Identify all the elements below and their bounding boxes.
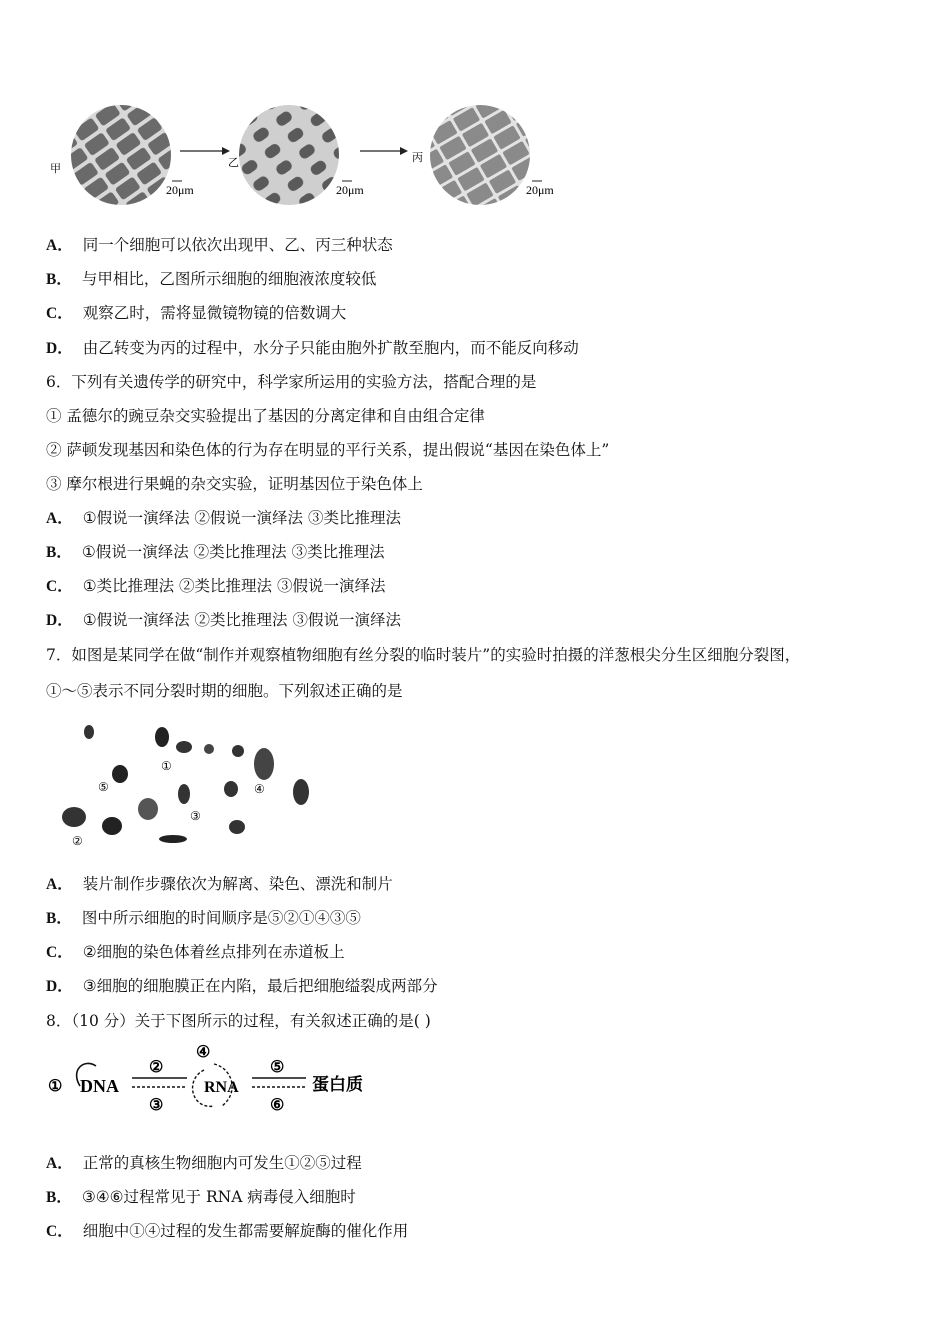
cell-blob <box>232 745 244 757</box>
q7-option-a <box>46 873 393 896</box>
q8-stem: 8．（10 分）关于下图所示的过程，有关叙述正确的是( ) <box>46 1012 431 1030</box>
micrograph-yi <box>239 105 339 205</box>
option-text: 装片制作步骤依次为解离、染色、漂洗和制片 <box>82 875 393 893</box>
cell-blob <box>224 781 238 797</box>
option-text: ③④⑥过程常见于 RNA 病毒侵入细胞时 <box>81 1188 356 1206</box>
cell-blob <box>102 817 122 835</box>
option-letter: A． <box>46 876 73 893</box>
central-dogma-svg <box>44 1040 384 1118</box>
rna-label: RNA <box>204 1079 239 1096</box>
cell-blob <box>204 744 214 754</box>
q6-option-a <box>46 507 401 530</box>
q7-stem-line1: 7．如图是某同学在做“制作并观察植物细胞有丝分裂的临时装片”的实验时拍摄的洋葱根尖分生区细胞分裂图， <box>46 646 801 664</box>
scale-bar-jia: 20μm <box>166 183 194 197</box>
option-letter: C． <box>46 944 73 961</box>
q6-option-c <box>46 575 385 598</box>
option-text: 同一个细胞可以依次出现甲、乙、丙三种状态 <box>82 236 393 254</box>
cell-blob <box>112 765 128 783</box>
option-letter: B． <box>46 1189 72 1206</box>
process-label-2: ② <box>149 1059 164 1076</box>
q5-option-a <box>46 234 393 257</box>
option-letter: A． <box>46 1155 73 1172</box>
cell-blob <box>138 798 158 820</box>
q7-stem-line2: ①～⑤表示不同分裂时期的细胞。下列叙述正确的是 <box>46 682 403 700</box>
process-label-5: ⑤ <box>270 1059 285 1076</box>
option-letter: A． <box>46 237 73 254</box>
q7-option-d <box>46 975 438 998</box>
q7-option-b <box>46 907 361 930</box>
cell-label-3: ③ <box>190 809 201 823</box>
process-label-1: ① <box>48 1078 63 1095</box>
q5-option-b <box>46 268 376 291</box>
cell-blob <box>178 784 190 804</box>
q8-option-b <box>46 1186 356 1209</box>
scale-bar-yi: 20μm <box>336 183 364 197</box>
cell-label-2: ② <box>72 834 83 848</box>
cell-blob <box>229 820 245 834</box>
process-label-6: ⑥ <box>270 1097 285 1114</box>
label-yi: 乙 <box>228 156 239 169</box>
micrograph-bing <box>430 105 530 205</box>
option-text: 细胞中①④过程的发生都需要解旋酶的催化作用 <box>82 1222 409 1240</box>
q6-statement-1: ① 孟德尔的豌豆杂交实验提出了基因的分离定律和自由组合定律 <box>46 407 485 425</box>
process-label-3: ③ <box>149 1097 164 1114</box>
option-text: 观察乙时，需将显微镜物镜的倍数调大 <box>82 304 347 322</box>
micrograph-jia <box>71 105 171 205</box>
option-letter: D． <box>46 978 73 995</box>
q6-statement-2: ② 萨顿发现基因和染色体的行为存在明显的平行关系，提出假说“基因在染色体上” <box>46 441 610 459</box>
label-jia: 甲 <box>50 162 61 175</box>
dna-label: DNA <box>80 1076 119 1096</box>
arrowhead-1 <box>222 147 230 155</box>
q7-option-c <box>46 941 345 964</box>
option-text: 由乙转变为丙的过程中，水分子只能由胞外扩散至胞内，而不能反向移动 <box>82 339 579 357</box>
mitosis-figure <box>44 712 328 858</box>
cell-blob <box>254 748 274 780</box>
q5-option-c <box>46 302 346 325</box>
option-letter: D． <box>46 340 73 357</box>
cell-label-1: ① <box>161 759 172 773</box>
cell-blob <box>176 741 192 753</box>
option-text: ①类比推理法 ②类比推理法 ③假说一演绎法 <box>82 577 386 595</box>
cell-blob <box>84 725 94 739</box>
option-text: 图中所示细胞的时间顺序是⑤②①④③⑤ <box>81 909 361 927</box>
option-text: ①假说一演绎法 ②假说一演绎法 ③类比推理法 <box>82 509 401 527</box>
option-text: ③细胞的细胞膜正在内陷，最后把细胞缢裂成两部分 <box>82 977 438 995</box>
option-letter: B． <box>46 271 72 288</box>
cell-blob <box>62 807 86 827</box>
cell-label-4: ④ <box>254 782 265 796</box>
option-letter: B． <box>46 910 72 927</box>
central-dogma-diagram <box>44 1040 384 1118</box>
option-text: 正常的真核生物细胞内可发生①②⑤过程 <box>82 1154 362 1172</box>
scale-bar-bing: 20μm <box>526 183 554 197</box>
option-text: ①假说一演绎法 ②类比推理法 ③假说一演绎法 <box>82 611 401 629</box>
q8-option-a <box>46 1152 362 1175</box>
option-letter: C． <box>46 1223 73 1240</box>
q6-statement-3: ③ 摩尔根进行果蝇的杂交实验，证明基因位于染色体上 <box>46 475 423 493</box>
option-letter: C． <box>46 305 73 322</box>
option-letter: A． <box>46 510 73 527</box>
q6-option-d <box>46 609 401 632</box>
cell-blob <box>293 779 309 805</box>
option-letter: C． <box>46 578 73 595</box>
plasmolysis-figure-svg <box>50 100 580 208</box>
option-letter: B． <box>46 544 72 561</box>
process-label-4: ④ <box>196 1044 211 1061</box>
q5-option-d <box>46 337 579 360</box>
cell-label-5: ⑤ <box>98 780 109 794</box>
label-bing: 丙 <box>412 151 423 164</box>
option-text: ①假说一演绎法 ②类比推理法 ③类比推理法 <box>81 543 385 561</box>
cell-blob <box>159 835 187 843</box>
plasmolysis-figure <box>50 100 580 208</box>
option-letter: D． <box>46 612 73 629</box>
cell-blob <box>155 727 169 747</box>
option-text: ②细胞的染色体着丝点排列在赤道板上 <box>82 943 345 961</box>
option-text: 与甲相比，乙图所示细胞的细胞液浓度较低 <box>81 270 377 288</box>
mitosis-figure-svg <box>44 712 328 858</box>
arrowhead-2 <box>400 147 408 155</box>
q6-stem: 6．下列有关遗传学的研究中，科学家所运用的实验方法，搭配合理的是 <box>46 373 537 391</box>
protein-label: 蛋白质 <box>312 1075 363 1095</box>
q6-option-b <box>46 541 385 564</box>
q8-option-c <box>46 1220 408 1243</box>
